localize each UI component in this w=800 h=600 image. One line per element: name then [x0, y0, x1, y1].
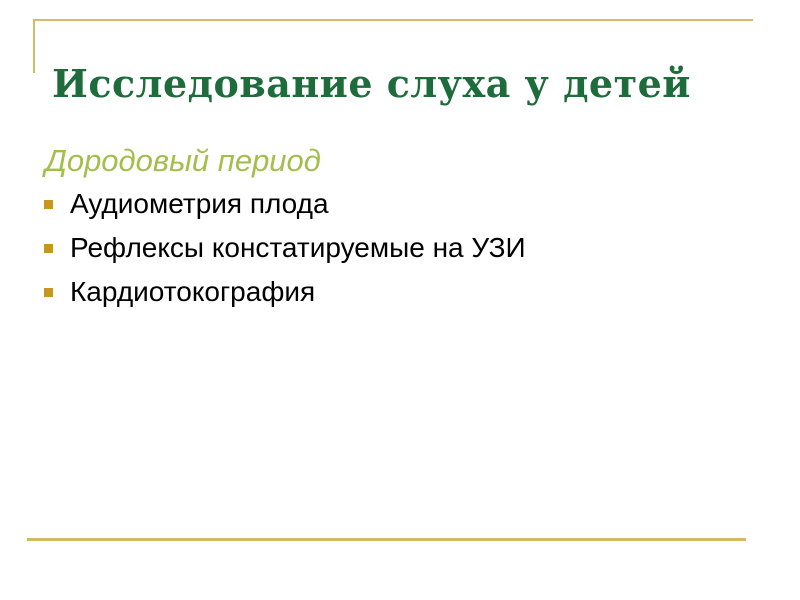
left-corner-rule [33, 19, 35, 73]
bullet-square-icon [44, 200, 53, 209]
bullet-item [44, 188, 526, 232]
slide-subtitle: Дородовый период [45, 143, 321, 178]
bullet-text: Рефлексы констатируемые на УЗИ [70, 232, 526, 263]
bullet-list [44, 188, 526, 320]
top-rule [33, 19, 753, 21]
slide-title: Исследование слуха у детей [52, 61, 691, 107]
bullet-square-icon [44, 288, 53, 297]
bullet-text: Аудиометрия плода [70, 188, 329, 219]
bottom-rule [27, 538, 746, 541]
bullet-text: Кардиотокография [70, 276, 316, 307]
bullet-item [44, 232, 526, 276]
bullet-square-icon [44, 244, 53, 253]
bullet-item [44, 276, 526, 320]
